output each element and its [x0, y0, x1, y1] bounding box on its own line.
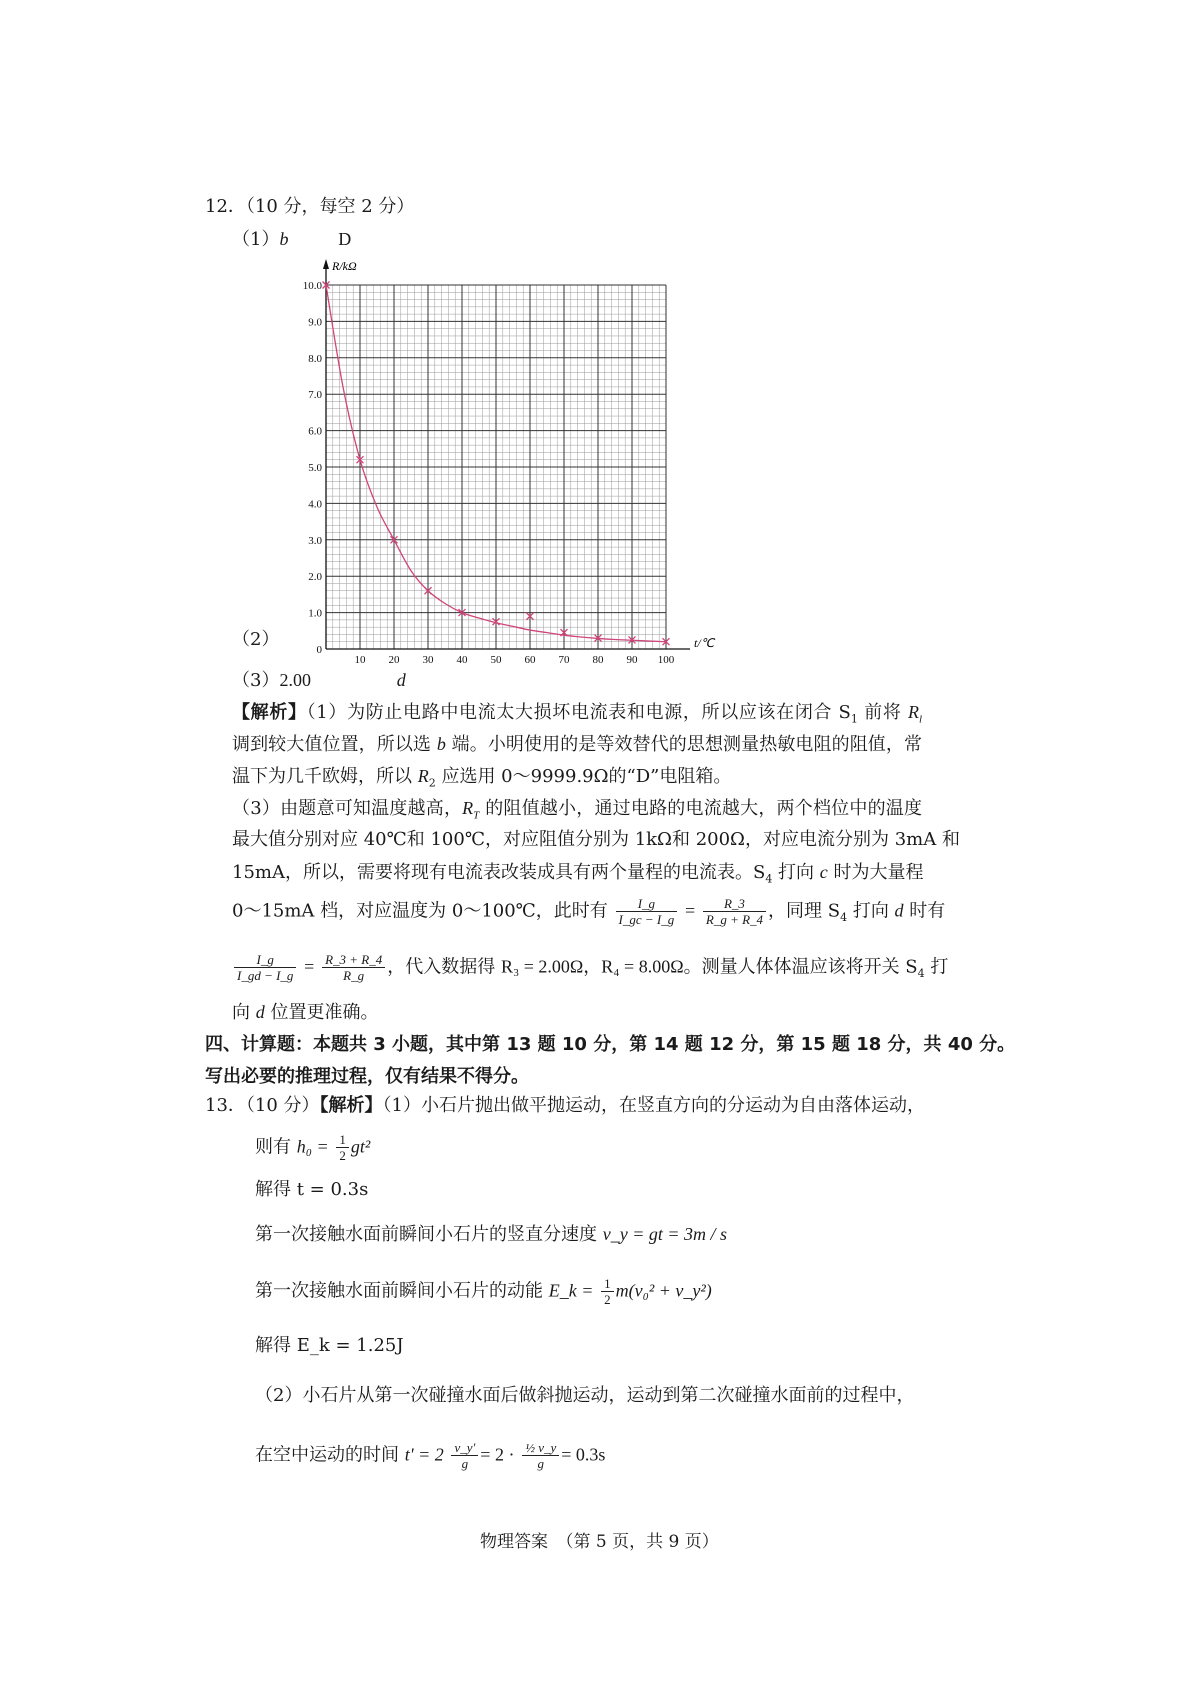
section4-heading-line2: 写出必要的推理过程，仅有结果不得分。: [205, 1066, 529, 1087]
analysis-3-line4: 0～15mA 档，对应温度为 0～100℃，此时有 $\frac{I\_g}{I\_gc - I\_g}$ = $\frac{R\_3}{R\_g + R\_4}$ ，同理 $S_4$ 打向 d 时有: [232, 896, 946, 927]
part2-label: （2）: [232, 629, 280, 650]
part1-answer-a: b: [279, 229, 289, 249]
y-tick-label: 5.0: [308, 462, 322, 474]
y-tick-label: 9.0: [308, 316, 322, 329]
q13-header: 13．（10 分）【解析】（1）小石片抛出做平抛运动，在竖直方向的分运动为自由落体运动，: [205, 1095, 925, 1116]
grid-major: [326, 285, 666, 649]
analysis-1-line1: 【解析】（1）为防止电路中电流太大损坏电流表和电源，所以应该在闭合 $S_1$ 前将 $R_l$: [232, 702, 922, 726]
fraction-ig-igd: $\frac{I\_g}{I\_gd - I\_g}$: [234, 952, 296, 983]
y-tick-labels: [303, 280, 323, 656]
analysis-3-line1: （3）由题意可知温度越高，$R_T$ 的阻值越小，通过电路的电流越大，两个档位中的温度: [232, 798, 922, 822]
q13-line2: 解得 t = 0.3s: [255, 1179, 369, 1200]
q13-line1: 则有 h₀ = $\frac{1}{2}$ gt²: [255, 1132, 371, 1163]
fraction-ig-igc: $\frac{I\_g}{I\_gc - I\_g}$: [616, 896, 678, 927]
y-tick-label: 6.0: [308, 425, 322, 438]
q13-line6: （2）小石片从第一次碰撞水面后做斜抛运动，运动到第二次碰撞水面前的过程中，: [255, 1385, 915, 1406]
page-footer: 物理答案 （第 5 页，共 9 页）: [480, 1532, 719, 1552]
fraction-half-vy-g: $\frac{\text{½ v\_y}}{g}$: [522, 1440, 559, 1471]
x-tick-label: 50: [490, 654, 502, 666]
x-tick-label: 40: [456, 654, 468, 666]
q13-line5: 解得 E_k = 1.25J: [255, 1335, 404, 1356]
x-tick-label: 70: [558, 654, 570, 666]
analysis-3-line5: $\frac{I\_g}{I\_gd - I\_g}$ = $\frac{R\_3 + R\_4}{R\_g}$ ，代入数据得 R₃ = 2.00Ω，R₄ = 8.00Ω。测量人体体温应该将开关 $S_4$ 打: [232, 952, 948, 986]
x-axis-label: t/℃: [694, 636, 715, 650]
q13-line4: 第一次接触水面前瞬间小石片的动能 E_k = $\frac{1}{2}$ m(v₀² + v_y²): [255, 1276, 712, 1307]
analysis-3-line6: 向 d 位置更准确。: [232, 1002, 379, 1023]
q13-line7: 在空中运动的时间 t' = 2 $\frac{v\_y'}{g}$ = 2 · $\frac{\text{½ v\_y}}{g}$ = 0.3s: [255, 1440, 606, 1471]
x-tick-label: 60: [524, 654, 536, 666]
chart-axes: [323, 259, 690, 649]
part1-label: （1）: [232, 229, 280, 250]
y-tick-label: 3.0: [308, 534, 322, 547]
analysis-1-line2: 调到较大值位置，所以选 b 端。小明使用的是等效替代的思想测量热敏电阻的阻值，常: [232, 734, 922, 755]
x-tick-label: 30: [422, 654, 434, 666]
analysis-3-line2: 最大值分别对应 40℃和 100℃，对应阻值分别为 1kΩ和 200Ω，对应电流分别为 3mA 和: [232, 829, 960, 850]
q12-part3: [232, 668, 406, 693]
resistance-temperature-chart: [270, 255, 715, 666]
y-tick-label: 10.0: [302, 280, 322, 292]
y-axis-label: R/kΩ: [332, 259, 357, 273]
analysis-tag: 【解析】: [232, 702, 307, 723]
q12-header: 12．（10 分，每空 2 分）: [205, 196, 415, 217]
part3-answer-a: 2.00: [279, 670, 311, 690]
fraction-half: $\frac{1}{2}$: [336, 1132, 349, 1163]
fraction-vy-g: $\frac{v\_y'}{g}$: [451, 1440, 478, 1471]
y-tick-label: 8.0: [308, 352, 322, 365]
part3-answer-b: d: [396, 670, 406, 690]
x-tick-label: 100: [657, 654, 675, 666]
x-tick-label: 80: [592, 654, 604, 666]
y-tick-label: 1.0: [308, 607, 322, 620]
analysis-3-line3: 15mA，所以，需要将现有电流表改装成具有两个量程的电流表。$S_4$ 打向 c 时为大量程: [232, 862, 924, 886]
fraction-r3-rg: $\frac{R\_3}{R\_g + R\_4}$: [703, 896, 766, 927]
y-tick-label: 4.0: [308, 498, 322, 511]
y-tick-label: 2.0: [308, 571, 322, 584]
part3-label: （3）: [232, 670, 280, 691]
part1-answer-b: D: [338, 229, 352, 249]
y-axis-arrow: [323, 259, 329, 269]
y-tick-label: 7.0: [308, 389, 322, 402]
q12-part1: [232, 227, 351, 252]
x-tick-label: 90: [626, 654, 638, 666]
analysis-1-line3: 温下为几千欧姆，所以 $R_2$ 应选用 0～9999.9Ω的“D”电阻箱。: [232, 766, 732, 790]
x-tick-label: 20: [388, 654, 400, 666]
y-tick-label: 0: [316, 644, 322, 656]
fraction-half-2: $\frac{1}{2}$: [601, 1276, 614, 1307]
section4-heading-line1: 四、计算题：本题共 3 小题，其中第 13 题 10 分，第 14 题 12 分，第 15 题 18 分，共 40 分。: [205, 1034, 1016, 1055]
x-tick-labels: [355, 654, 675, 666]
fraction-r3r4-rg: $\frac{R\_3 + R\_4}{R\_g}$: [322, 952, 385, 983]
q13-line3: 第一次接触水面前瞬间小石片的竖直分速度 v_y = gt = 3m / s: [255, 1224, 728, 1245]
x-tick-label: 10: [354, 654, 366, 666]
